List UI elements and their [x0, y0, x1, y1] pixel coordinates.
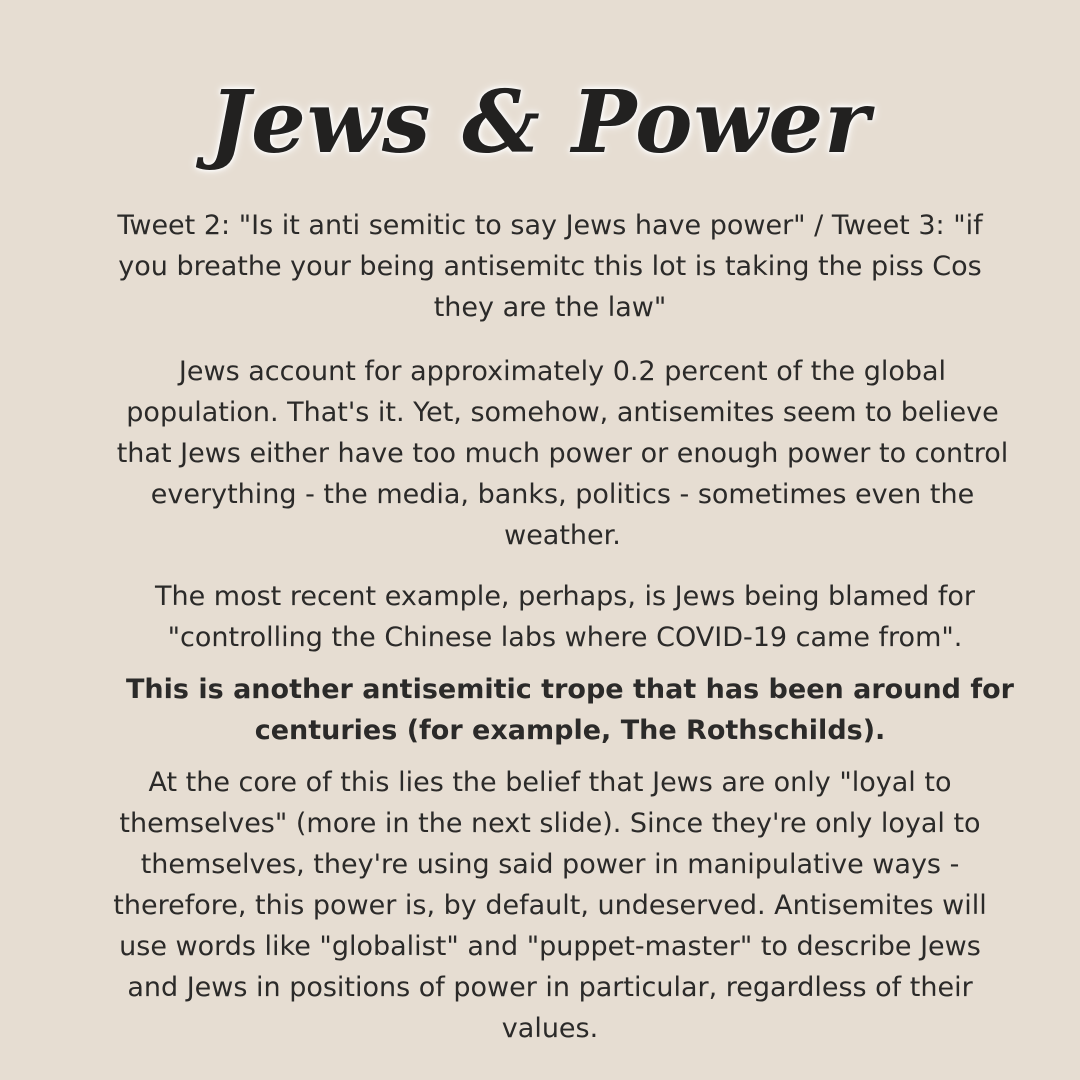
core-belief-paragraph: At the core of this lies the belief that Jews are only "loyal to themselves" (more in the next slide). Since they're only loyal to themselves, they're using said power in manipulative ways - therefore, this power is, by default, undeserved. Antisemites will use words like "globalist" and "puppet-master" to describe Jews and Jews in positions of power in particular, regardless of their values.	[113, 767, 987, 1044]
population-paragraph: Jews account for approximately 0.2 percent of the global population. That's it. Yet, somehow, antisemites seem to believe that Jews either have too much power or enough power to control everything - the media, banks, politics - sometimes even the weather.	[116, 356, 1009, 551]
trope-emphasis-paragraph: This is another antisemitic trope that has been around for centuries (for example, The Rothschilds).	[126, 674, 1014, 746]
slide-title: Jews & Power	[209, 72, 871, 173]
covid-example-paragraph: The most recent example, perhaps, is Jews being blamed for "controlling the Chinese labs where COVID-19 came from".	[155, 581, 975, 653]
tweet-quote-paragraph: Tweet 2: "Is it anti semitic to say Jews have power" / Tweet 3: "if you breathe your being antisemitc this lot is taking the piss Cos they are the law"	[117, 210, 983, 323]
